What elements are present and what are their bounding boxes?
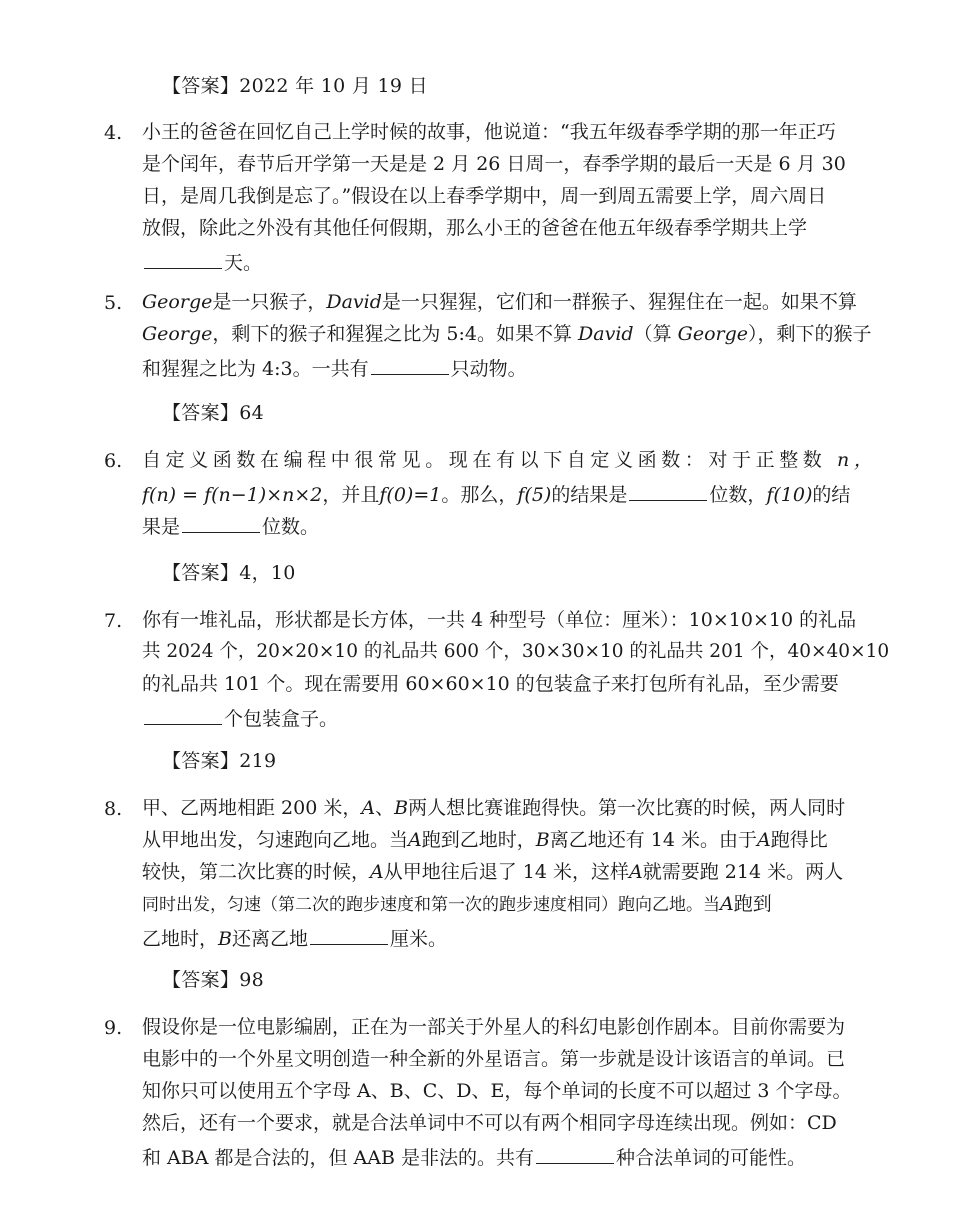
question-text-line: 乙地时，B还离乙地 厘米。 [142, 920, 908, 955]
question-text-line: 和 ABA 都是合法的，但 AAB 是非法的。共有 种合法单词的可能性。 [142, 1139, 908, 1174]
question-text-line: 从甲地出发，匀速跑向乙地。当A跑到乙地时，B离乙地还有 14 米。由于A跑得比 [142, 829, 828, 851]
answer-8: 【答案】98 [162, 969, 264, 991]
answer-blank[interactable] [144, 700, 222, 725]
question-text-line: 是个闰年，春节后开学第一天是是 2 月 26 日周一，春季学期的最后一天是 6 月 30 [142, 153, 846, 175]
answer-blank[interactable] [182, 508, 260, 533]
answer-7: 【答案】219 [162, 750, 277, 772]
question-text-line: 小王的爸爸在回忆自己上学时候的故事，他说道：“我五年级春季学期的那一年正巧 [142, 121, 836, 143]
question-number: 5. [104, 292, 123, 314]
question-text-line: 共 2024 个，20×20×10 的礼品共 600 个，30×30×10 的礼品共 201 个，40×40×10 [142, 641, 890, 662]
question-number: 6. [104, 450, 123, 472]
formula: f(n) = f(n−1)×n×2 [142, 484, 323, 506]
answer-blank[interactable] [629, 476, 707, 501]
question-text-line: 果是 位数。 [142, 508, 908, 543]
question-text-line: George，剩下的猴子和猩猩之比为 5:4。如果不算 David（算 George），剩下的猴子 [142, 323, 872, 345]
formula: f(0)=1 [379, 484, 442, 506]
answer-5: 【答案】64 [162, 402, 264, 424]
question-text-line: 放假，除此之外没有其他任何假期，那么小王的爸爸在他五年级春季学期共上学 [142, 217, 808, 239]
question-text-line: 电影中的一个外星文明创造一种全新的外星语言。第一步就是设计该语言的单词。已 [142, 1048, 846, 1070]
question-text-line: 个包装盒子。 [142, 700, 908, 735]
question-text-line: 假设你是一位电影编剧，正在为一部关于外星人的科幻电影创作剧本。目前你需要为 [142, 1016, 846, 1038]
question-text-line: 和猩猩之比为 4:3。一共有 只动物。 [142, 350, 908, 385]
question-text-line: 然后，还有一个要求，就是合法单词中不可以有两个相同字母连续出现。例如：CD [142, 1112, 837, 1134]
question-number: 4. [104, 122, 123, 144]
question-text-line: 较快，第二次比赛的时候，A从甲地往后退了 14 米，这样A就需要跑 214 米。两人 [142, 861, 844, 883]
question-text-line: 的礼品共 101 个。现在需要用 60×60×10 的包装盒子来打包所有礼品，至少需要 [142, 673, 839, 695]
answer-blank[interactable] [371, 350, 449, 375]
question-text-line: 同时出发，匀速（第二次的跑步速度和第一次的跑步速度相同）跑向乙地。当A跑到 [142, 893, 772, 915]
question-text-line: 自定义函数在编程中很常见。现在有以下自定义函数：对于正整数 n， [142, 449, 878, 471]
question-text-line: 日，是周几我倒是忘了。”假设在以上春季学期中，周一到周五需要上学，周六周日 [142, 185, 827, 207]
question-text-line: 天。 [142, 244, 908, 279]
answer-previous: 【答案】2022 年 10 月 19 日 [162, 75, 428, 97]
answer-blank[interactable] [536, 1139, 614, 1164]
question-text-line: f(n) = f(n−1)×n×2，并且f(0)=1。那么，f(5)的结果是 位数，f(10)的结 [142, 476, 908, 511]
question-text-line: 甲、乙两地相距 200 米，A、B两人想比赛谁跑得快。第一次比赛的时候，两人同时 [142, 797, 846, 819]
question-number: 8. [104, 798, 123, 820]
answer-blank[interactable] [144, 244, 222, 269]
question-text-line: 知你只可以使用五个字母 A、B、C、D、E，每个单词的长度不可以超过 3 个字母。 [142, 1080, 852, 1102]
question-number: 9. [104, 1017, 123, 1039]
question-text-line: George是一只猴子，David是一只猩猩，它们和一群猴子、猩猩住在一起。如果不算 [142, 291, 857, 313]
question-text-line: 你有一堆礼品，形状都是长方体，一共 4 种型号（单位：厘米）：10×10×10 的礼品 [142, 609, 857, 631]
answer-6: 【答案】4，10 [162, 562, 296, 584]
question-number: 7. [104, 610, 123, 632]
answer-blank[interactable] [310, 920, 388, 945]
